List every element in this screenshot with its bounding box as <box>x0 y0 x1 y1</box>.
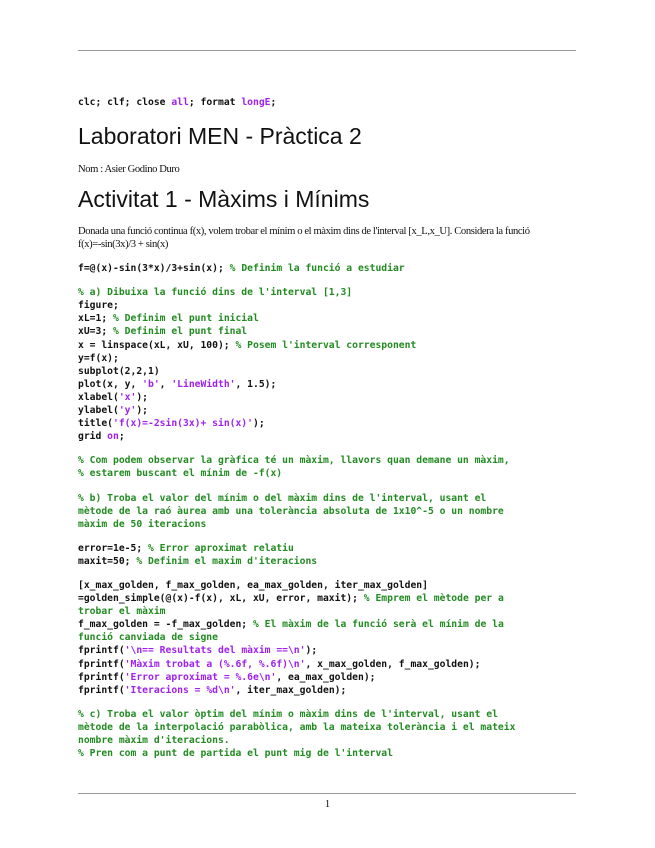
header-rule <box>78 50 576 51</box>
code-comment: % Definim el punt inicial <box>113 313 259 325</box>
author-line: Nom : Asier Godino Duro <box>78 164 180 176</box>
code-block-part-c <box>78 708 576 760</box>
code-line-setup <box>78 96 576 109</box>
code-comment: nombre màxim d'iteracions. <box>78 735 230 746</box>
page-content <box>78 96 576 760</box>
code-comment: mètode de la interpolació parabòlica, amb la mateixa tolerància i el mateix <box>78 721 516 733</box>
code-text: figure; <box>78 300 119 312</box>
code-text: ; format <box>188 97 242 108</box>
code-text: , <box>159 378 172 390</box>
section-title: Activitat 1 - Màxims i Mínims <box>78 186 370 213</box>
code-comment: % Com podem observar la gràfica té un màxim, llavors quan demane un màxim, <box>78 455 510 467</box>
code-comment: % estarem buscant el mínim de -f(x) <box>78 468 283 480</box>
code-string: 'Error aproximat = %.6e\n' <box>124 671 277 683</box>
code-text: f_max_golden = -f_max_golden; <box>78 619 253 631</box>
code-string: 'LineWidth' <box>171 378 236 390</box>
code-comment: trobar el màxim <box>78 606 166 618</box>
code-text: fprintf( <box>78 684 125 696</box>
code-block-part-b <box>78 492 576 531</box>
code-string: all <box>171 97 189 108</box>
code-text: title( <box>78 418 113 430</box>
code-text: xL=1; <box>78 313 113 325</box>
code-comment: % Error aproximat relatiu <box>148 542 294 554</box>
code-text: x = linspace(xL, xU, 100); <box>78 339 236 351</box>
code-text: error=1e-5; <box>78 542 148 554</box>
code-comment: funció canviada de signe <box>78 632 218 644</box>
page-number: 1 <box>324 798 331 810</box>
code-text: fprintf( <box>78 645 125 657</box>
code-text: xlabel( <box>78 391 119 403</box>
code-block-params <box>78 542 576 568</box>
code-string: 'Iteracions = %d\n' <box>124 684 236 696</box>
intro-line: Donada una funció continua f(x), volem trobar el mínim o el màxim dins de l'interval [x_L,x_U]. Considera la funció <box>78 226 530 238</box>
code-text: , x_max_golden, f_max_golden); <box>305 658 481 670</box>
code-text: [x_max_golden, f_max_golden, ea_max_golden, iter_max_golden] <box>78 579 428 591</box>
code-comment: % El màxim de la funció serà el mínim de la <box>252 619 504 631</box>
code-comment: % a) Dibuixa la funció dins de l'interval [1,3] <box>78 287 353 299</box>
code-string: 'y' <box>118 405 137 417</box>
code-text: xU=3; <box>78 326 113 338</box>
code-text: f=@(x)-sin(3*x)/3+sin(x); <box>78 263 230 275</box>
code-text: , ea_max_golden); <box>276 671 376 683</box>
code-text: =golden_simple(@(x)-f(x), xL, xU, error, maxit); <box>78 593 364 605</box>
code-text: ); <box>305 645 318 657</box>
code-text: fprintf( <box>78 658 125 670</box>
code-comment: % Pren com a punt de partida el punt mig de l'interval <box>78 748 393 760</box>
code-text: , iter_max_golden); <box>235 684 347 696</box>
intro-paragraph <box>78 225 576 251</box>
code-block-plot <box>78 286 576 443</box>
code-comment: mètode de la raó àurea amb una tolerància absoluta de 1x10^-5 o un nombre <box>78 505 504 517</box>
code-text: ylabel( <box>78 405 119 417</box>
code-string: longE <box>241 97 271 108</box>
code-text: ; <box>118 431 125 443</box>
code-comment: % c) Troba el valor òptim del mínim o màxim dins de l'interval, usant el <box>78 708 498 720</box>
code-text: ); <box>136 391 148 403</box>
code-text: plot(x, y, <box>78 378 143 390</box>
code-comment: % b) Troba el valor del mínim o del màxim dins de l'interval, usant el <box>78 492 487 504</box>
code-text: clc; clf; close <box>78 97 172 108</box>
code-comment: % Emprem el mètode per a <box>363 593 504 605</box>
code-comment: % Definim el maxim d'iteracions <box>136 555 318 567</box>
code-comment: % Definim el punt final <box>113 326 248 338</box>
code-string: on <box>107 431 119 443</box>
code-comment: % Posem l'interval corresponent <box>235 339 417 351</box>
code-block-golden <box>78 579 576 697</box>
code-text: subplot(2,2,1) <box>78 365 160 377</box>
code-block-comment <box>78 454 576 480</box>
code-text: ); <box>252 418 265 430</box>
code-text: y=f(x); <box>78 352 119 364</box>
code-string: 'x' <box>118 391 137 403</box>
code-string: 'b' <box>142 378 160 390</box>
code-text: fprintf( <box>78 671 125 683</box>
code-text: , 1.5); <box>235 378 277 390</box>
code-comment: % Definim la funció a estudiar <box>229 263 405 275</box>
page-title: Laboratori MEN - Pràctica 2 <box>78 123 362 150</box>
code-text: ); <box>136 405 148 417</box>
code-text: grid <box>78 431 108 443</box>
code-string: '\n== Resultats del màxim ==\n' <box>124 645 306 657</box>
code-block-function <box>78 262 576 275</box>
code-text: ; <box>270 97 277 108</box>
code-string: 'Màxim trobat a (%.6f, %.6f)\n' <box>124 658 306 670</box>
footer-rule <box>78 793 576 794</box>
intro-line: f(x)=-sin(3x)/3 + sin(x) <box>78 239 169 251</box>
code-comment: màxim de 50 iteracions <box>78 518 207 530</box>
code-string: 'f(x)=-2sin(3x)+ sin(x)' <box>113 418 253 430</box>
code-text: maxit=50; <box>78 555 137 567</box>
